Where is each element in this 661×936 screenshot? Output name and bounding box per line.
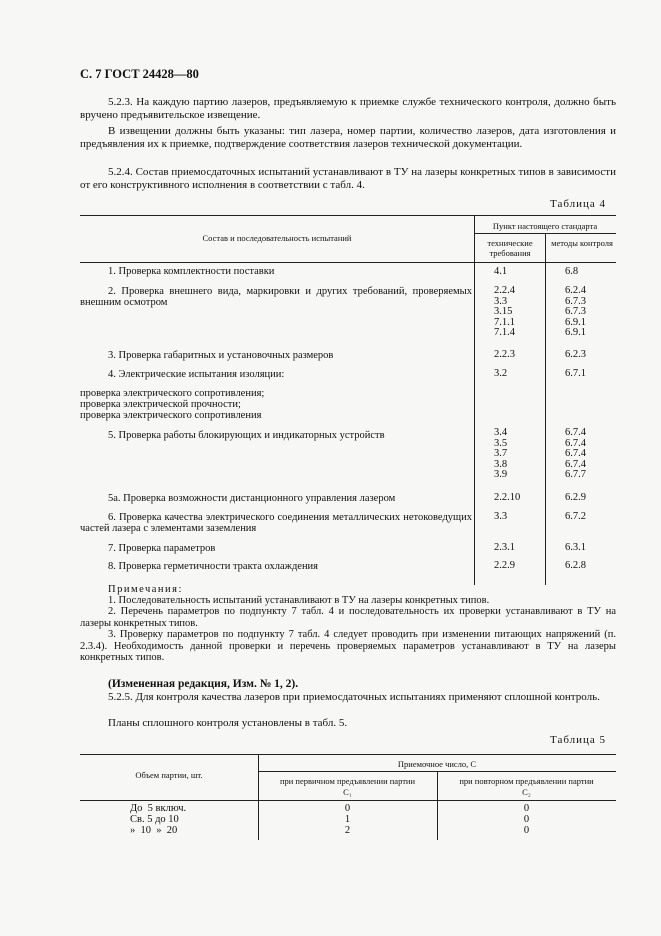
table5-row-1-c1: 0 (344, 803, 351, 814)
paragraph-5-2-5: 5.2.5. Для контроля качества лазеров при приемосдаточных испытаниях применяют сплошной контроль. (108, 691, 600, 703)
table4-row-3-ctrl: 6.2.3 (565, 349, 586, 360)
table4-row-1-ctrl: 6.8 (565, 266, 579, 277)
table5-row-2-volume: Св. 5 до 10 (130, 814, 179, 825)
table4-col-req: технические требования (487, 238, 533, 258)
table5-col-second: при повторном предъявлении партии (459, 776, 594, 786)
table4-row-2-text: 2. Проверка внешнего вида, маркировки и других требований, проверяемых внешним осмотром (80, 286, 472, 308)
table4-col-main: Состав и последовательность испытаний (202, 233, 352, 243)
table4-row-7-text: 7. Проверка параметров (108, 543, 216, 554)
table5-col-group: Приемочное число, C (397, 759, 477, 769)
paragraph-notice-contents: В извещении должны быть указаны: тип лазера, номер партии, количество лазеров, дата изготовления и предъявления их к приемке, подтверждение соответствия лазеров технической документации. (80, 125, 616, 150)
table5-row-2-c2: 0 (523, 814, 530, 825)
table5-row-1-volume: До 5 включ. (130, 803, 187, 814)
table5-row-3-c1: 2 (344, 825, 351, 836)
note-3: 3. Проверку параметров по подпункту 7 табл. 4 следует проводить при изменении питающих напряжений (п. 2.3.4). Необходимость данной проверки и перечень проверяемых параметров устанавливают в ТУ на лазеры конкретных типов. (80, 629, 616, 663)
table4-row-5a-ctrl: 6.2.9 (565, 492, 586, 503)
table4-row-4-subitems: проверка электрического сопротивления; проверка электрической прочности; проверка электрического сопротивления (80, 388, 265, 421)
table4-row-7-req: 2.3.1 (494, 542, 515, 553)
table4-row-1-text: 1. Проверка комплектности поставки (108, 266, 275, 277)
table4-row-8-text: 8. Проверка герметичности тракта охлаждения (108, 561, 319, 572)
table4-row-4-ctrl: 6.7.1 (565, 368, 586, 379)
table4-row-5-ctrl: 6.7.4 6.7.4 6.7.4 6.7.4 6.7.7 (565, 427, 586, 480)
table4-row-4-text: 4. Электрические испытания изоляции: (108, 369, 285, 380)
table4-row-6-text: 6. Проверка качества электрического соединения металлических нетоковедущих частей лазера с элементами заземления (80, 512, 472, 534)
table5-col-first: при первичном предъявлении партии (279, 776, 416, 786)
page-header: С. 7 ГОСТ 24428—80 (80, 67, 199, 81)
table5-row-3-volume: » 10 » 20 (130, 825, 178, 836)
paragraph-5-2-3: 5.2.3. На каждую партию лазеров, предъявляемую к приемке службе технического контроля, должно быть вручено предъявительское извещение. (80, 96, 616, 121)
table4-row-1-req: 4.1 (494, 266, 508, 277)
table5-col-main: Объем партии, шт. (135, 770, 203, 780)
table4-row-2-ctrl: 6.2.4 6.7.3 6.7.3 6.9.1 6.9.1 (565, 285, 586, 338)
table5-row-2-c1: 1 (344, 814, 351, 825)
table4-row-2-req: 2.2.4 3.3 3.15 7.1.1 7.1.4 (494, 285, 515, 338)
table4-row-5-req: 3.4 3.5 3.7 3.8 3.9 (494, 427, 508, 480)
table4-row-8-ctrl: 6.2.8 (565, 560, 586, 571)
table4-col-group: Пункт настоящего стандарта (492, 221, 598, 231)
note-2: 2. Перечень параметров по подпункту 7 табл. 4 и последовательность их проверки устанавливают в ТУ на лазеры конкретных типов. (80, 606, 616, 629)
table5-col-first-symbol: C₁ (343, 787, 352, 797)
table5-caption: Таблица 5 (550, 734, 607, 746)
table4-row-3-req: 2.2.3 (494, 349, 515, 360)
paragraph-plans: Планы сплошного контроля установлены в табл. 5. (108, 717, 348, 729)
table4-row-8-req: 2.2.9 (494, 560, 515, 571)
table4-row-6-req: 3.3 (494, 511, 508, 522)
paragraph-5-2-4: 5.2.4. Состав приемосдаточных испытаний устанавливают в ТУ на лазеры конкретных типов в зависимости от его конструктивного исполнения в соответствии с табл. 4. (80, 166, 616, 191)
table5-col-second-symbol: C₂ (522, 787, 531, 797)
table5-row-1-c2: 0 (523, 803, 530, 814)
table4-caption: Таблица 4 (550, 198, 607, 210)
notes-title: Примечания: (108, 584, 183, 595)
table4-row-5a-req: 2.2.10 (494, 492, 521, 503)
edition-note: (Измененная редакция, Изм. № 1, 2). (108, 678, 299, 690)
table4-row-5a-text: 5а. Проверка возможности дистанционного управления лазером (108, 493, 396, 504)
table4-row-5-text: 5. Проверка работы блокирующих и индикаторных устройств (108, 430, 385, 441)
table4-row-6-ctrl: 6.7.2 (565, 511, 586, 522)
table4-row-4-req: 3.2 (494, 368, 508, 379)
table4-row-7-ctrl: 6.3.1 (565, 542, 586, 553)
note-1: 1. Последовательность испытаний устанавливают в ТУ на лазеры конкретных типов. (108, 595, 490, 606)
table5-row-3-c2: 0 (523, 825, 530, 836)
table4-row-3-text: 3. Проверка габаритных и установочных размеров (108, 350, 334, 361)
table4-col-ctrl: методы контроля (551, 238, 613, 248)
